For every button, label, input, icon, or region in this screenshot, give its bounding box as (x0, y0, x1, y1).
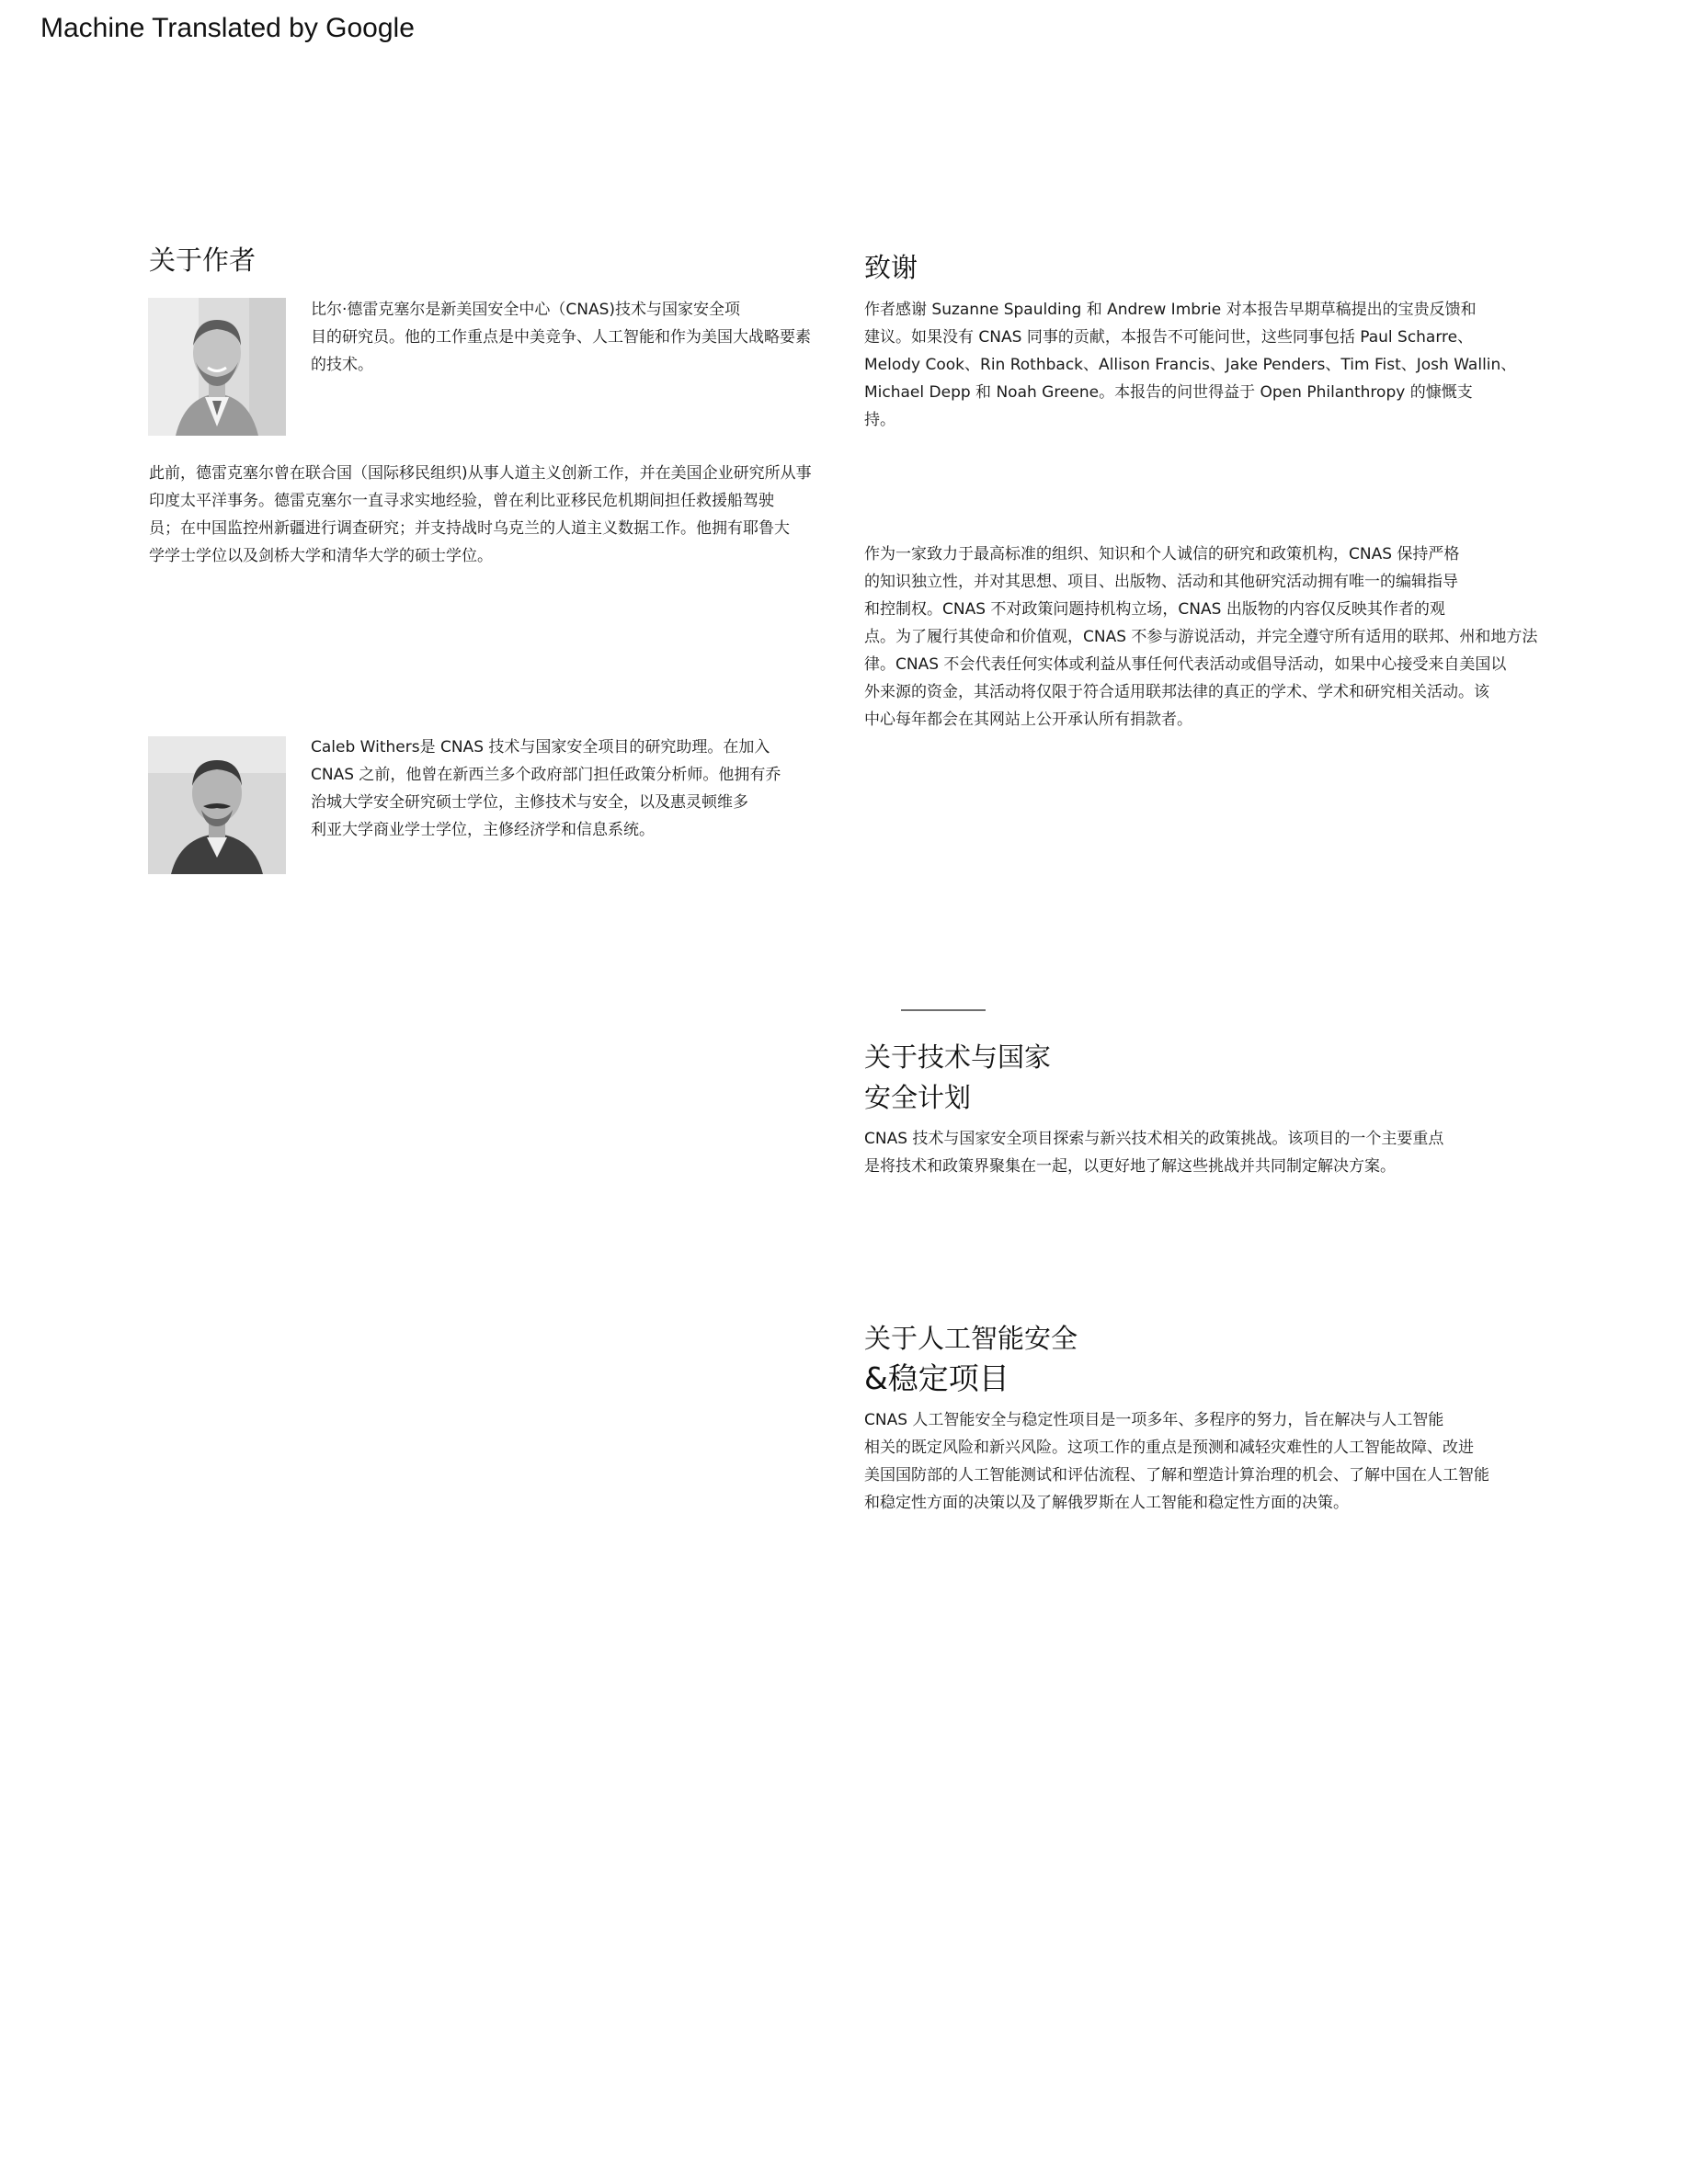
text-line: 员；在中国监控州新疆进行调查研究；并支持战时乌克兰的人道主义数据工作。他拥有耶鲁大 (149, 519, 790, 538)
caleb-withers-bio (311, 734, 781, 844)
text-line: 比尔·德雷克塞尔是新美国安全中心（CNAS)技术与国家安全项 (311, 301, 741, 319)
text-line: 学学士学位以及剑桥大学和清华大学的硕士学位。 (149, 547, 493, 565)
text-line: 印度太平洋事务。德雷克塞尔一直寻求实地经验，曾在利比亚移民危机期间担任救援船驾驶 (149, 492, 774, 510)
text-line: 律。CNAS 不会代表任何实体或利益从事任何代表活动或倡导活动，如果中心接受来自美国以 (864, 655, 1507, 674)
portrait-photo-icon (148, 736, 286, 874)
ai-program-text (864, 1406, 1489, 1517)
heading-line: 安全计划 (864, 1082, 972, 1113)
text-line: 和控制权。CNAS 不对政策问题持机构立场，CNAS 出版物的内容仅反映其作者的观 (864, 600, 1445, 619)
text-line: 建议。如果没有 CNAS 同事的贡献，本报告不可能问世，这些同事包括 Paul Scharre、 (864, 328, 1474, 347)
text-line: CNAS 之前，他曾在新西兰多个政府部门担任政策分析师。他拥有乔 (311, 766, 781, 784)
text-line: CNAS 人工智能安全与稳定性项目是一项多年、多程序的努力，旨在解决与人工智能 (864, 1411, 1444, 1429)
text-line: 此前，德雷克塞尔曾在联合国（国际移民组织)从事人道主义创新工作，并在美国企业研究所从事 (149, 464, 812, 483)
section-divider (901, 1009, 986, 1011)
text-line: 点。为了履行其使命和价值观，CNAS 不参与游说活动，并完全遵守所有适用的联邦、州和地方法 (864, 628, 1538, 646)
text-line: CNAS 技术与国家安全项目探索与新兴技术相关的政策挑战。该项目的一个主要重点 (864, 1130, 1444, 1148)
independence-statement (864, 540, 1537, 734)
machine-translation-banner: Machine Translated by Google (40, 13, 415, 43)
text-line: 作者感谢 Suzanne Spaulding 和 Andrew Imbrie 对本报告早期草稿提出的宝贵反馈和 (864, 301, 1477, 319)
authors-heading: 关于作者 (149, 245, 257, 276)
ai-program-heading (864, 1318, 1078, 1399)
heading-line: &稳定项目 (864, 1360, 1009, 1396)
acknowledgments-heading: 致谢 (864, 252, 918, 283)
text-line: 的知识独立性，并对其思想、项目、出版物、活动和其他研究活动拥有唯一的编辑指导 (864, 573, 1458, 591)
text-line: 中心每年都会在其网站上公开承认所有捐款者。 (864, 711, 1192, 729)
acknowledgments-text (864, 296, 1516, 434)
text-line: Caleb Withers是 CNAS 技术与国家安全项目的研究助理。在加入 (311, 738, 770, 756)
heading-line: 关于人工智能安全 (864, 1323, 1078, 1354)
text-line: 美国国防部的人工智能测试和评估流程、了解和塑造计算治理的机会、了解中国在人工智能 (864, 1466, 1489, 1484)
text-line: 利亚大学商业学士学位，主修经济学和信息系统。 (311, 821, 655, 839)
text-line: 是将技术和政策界聚集在一起，以更好地了解这些挑战并共同制定解决方案。 (864, 1157, 1396, 1176)
text-line: Michael Depp 和 Noah Greene。本报告的问世得益于 Open Philanthropy 的慷慨支 (864, 383, 1473, 402)
tech-program-heading (864, 1037, 1051, 1118)
caleb-withers-photo (148, 736, 286, 874)
text-line: 外来源的资金，其活动将仅限于符合适用联邦法律的真正的学术、学术和研究相关活动。该 (864, 683, 1489, 701)
tech-program-text (864, 1125, 1443, 1180)
text-line: 持。 (864, 411, 895, 429)
text-line: 的技术。 (311, 356, 373, 374)
text-line: 相关的既定风险和新兴风险。这项工作的重点是预测和减轻灾难性的人工智能故障、改进 (864, 1439, 1474, 1457)
bill-drexel-history (149, 460, 812, 570)
text-line: Melody Cook、Rin Rothback、Allison Francis、Jake Penders、Tim Fist、Josh Wallin、 (864, 356, 1517, 374)
heading-line: 关于技术与国家 (864, 1041, 1052, 1073)
text-line: 和稳定性方面的决策以及了解俄罗斯在人工智能和稳定性方面的决策。 (864, 1494, 1349, 1512)
text-line: 作为一家致力于最高标准的组织、知识和个人诚信的研究和政策机构，CNAS 保持严格 (864, 545, 1460, 563)
bill-drexel-bio (311, 296, 811, 379)
text-line: 治城大学安全研究硕士学位，主修技术与安全，以及惠灵顿维多 (311, 793, 748, 812)
bill-drexel-photo (148, 298, 286, 436)
text-line: 目的研究员。他的工作重点是中美竞争、人工智能和作为美国大战略要素 (311, 328, 811, 347)
portrait-photo-icon (148, 298, 286, 436)
